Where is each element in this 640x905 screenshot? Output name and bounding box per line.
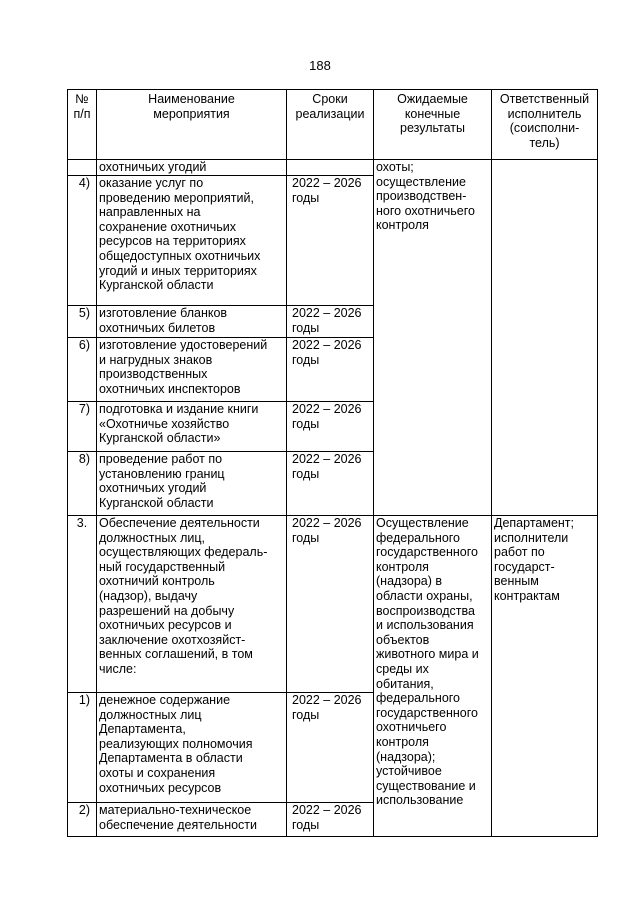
header-term: Сроки реализации bbox=[287, 90, 374, 160]
row-num: 2) bbox=[68, 803, 97, 837]
row-term: 2022 – 2026 годы bbox=[287, 306, 374, 338]
table-row bbox=[68, 516, 598, 693]
row-name: изготовление удостоверений и нагрудных знаков производственных охотничьих инспекторов bbox=[97, 338, 287, 402]
row-num: 6) bbox=[68, 338, 97, 402]
row-name: охотничьих угодий bbox=[97, 160, 287, 176]
header-num: № п/п bbox=[68, 90, 97, 160]
row-name: Обеспечение деятельности должностных лиц, осуществляющих федераль- ный государственный охотничий контроль (надзор), выдачу разрешений на добычу охотничьих ресурсов и заключение охотхозяйст- венных соглашений, в том числе: bbox=[97, 516, 287, 693]
row-term: 2022 – 2026 годы bbox=[287, 516, 374, 693]
row-name: подготовка и издание книги «Охотничье хозяйство Курганской области» bbox=[97, 402, 287, 452]
row-num: 8) bbox=[68, 452, 97, 516]
row-name: проведение работ по установлению границ охотничьих угодий Курганской области bbox=[97, 452, 287, 516]
table-header-row bbox=[68, 90, 598, 160]
executor-cell bbox=[492, 160, 598, 516]
row-term: 2022 – 2026 годы bbox=[287, 803, 374, 837]
row-term: 2022 – 2026 годы bbox=[287, 452, 374, 516]
header-results: Ожидаемые конечные результаты bbox=[374, 90, 492, 160]
page-number: 188 bbox=[309, 58, 331, 73]
header-name: Наименование мероприятия bbox=[97, 90, 287, 160]
row-num: 1) bbox=[68, 693, 97, 803]
row-term: 2022 – 2026 годы bbox=[287, 693, 374, 803]
row-num: 7) bbox=[68, 402, 97, 452]
row-name: материально-техническое обеспечение деятельности bbox=[97, 803, 287, 837]
row-name: денежное содержание должностных лиц Департамента, реализующих полномочия Департамента в области охоты и сохранения охотничьих ресурсов bbox=[97, 693, 287, 803]
header-executor: Ответственный исполнитель (соисполни- тель) bbox=[492, 90, 598, 160]
row-term bbox=[287, 160, 374, 176]
row-num: 5) bbox=[68, 306, 97, 338]
executor-cell: Департамент; исполнители работ по государст- венным контрактам bbox=[492, 516, 598, 837]
row-term: 2022 – 2026 годы bbox=[287, 338, 374, 402]
row-term: 2022 – 2026 годы bbox=[287, 402, 374, 452]
row-name: оказание услуг по проведению мероприятий, направленных на сохранение охотничьих ресурсов на территориях общедоступных охотничьих угодий и иных территориях Курганской области bbox=[97, 176, 287, 306]
row-name: изготовление бланков охотничьих билетов bbox=[97, 306, 287, 338]
results-cell: охоты; осуществление производствен- ного охотничьего контроля bbox=[374, 160, 492, 516]
results-cell: Осуществление федерального государственного контроля (надзора) в области охраны, воспроизводства и использования объектов животного мира и среды их обитания, федерального государственного охотничьего контроля (надзора); устойчивое существование и использование bbox=[374, 516, 492, 837]
table-row bbox=[68, 160, 598, 176]
row-num: 4) bbox=[68, 176, 97, 306]
row-term: 2022 – 2026 годы bbox=[287, 176, 374, 306]
row-num: 3. bbox=[68, 516, 97, 693]
measures-table bbox=[67, 89, 598, 837]
row-num bbox=[68, 160, 97, 176]
